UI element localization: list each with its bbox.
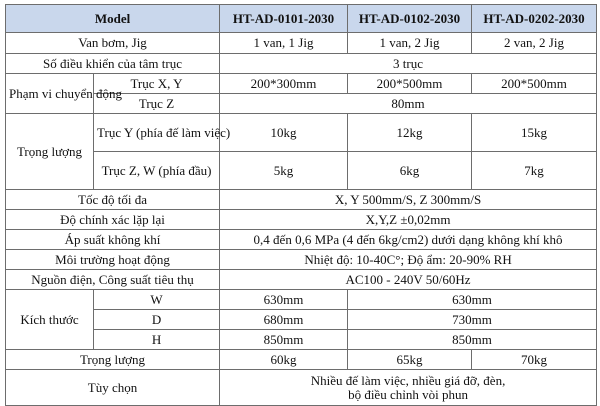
row-ap-suat bbox=[6, 230, 597, 250]
row-label-van-bom: Van bơm, Jig bbox=[6, 33, 220, 54]
row-kich-thuoc-d bbox=[6, 310, 597, 330]
model-header-2: HT-AD-0102-2030 bbox=[348, 5, 472, 33]
sub-label-d: D bbox=[94, 310, 220, 330]
row-so-dieu-khien bbox=[6, 54, 597, 74]
row-trong-luong-may bbox=[6, 350, 597, 370]
row-van-bom bbox=[6, 33, 597, 54]
sub-label-w: W bbox=[94, 290, 220, 310]
row-nguon-dien bbox=[6, 270, 597, 290]
row-kich-thuoc-h bbox=[6, 330, 597, 350]
sub-label-h: H bbox=[94, 330, 220, 350]
sub-label-truc-xy: Trục X, Y bbox=[94, 74, 220, 94]
cell-trong-luong-y-3: 15kg bbox=[472, 114, 597, 152]
row-label-kich-thuoc: Kích thước bbox=[6, 290, 94, 350]
cell-ap-suat: 0,4 đến 0,6 MPa (4 đến 6kg/cm2) dưới dạng không khí khô bbox=[220, 230, 597, 250]
cell-pham-vi-z: 80mm bbox=[220, 94, 597, 114]
cell-van-bom-3: 2 van, 2 Jig bbox=[472, 33, 597, 54]
tuy-chon-line-1: Nhiều đế làm việc, nhiều giá đỡ, đèn, bbox=[310, 372, 506, 388]
cell-kich-thuoc-d-1: 680mm bbox=[220, 310, 348, 330]
row-toc-do bbox=[6, 190, 597, 210]
row-label-trong-luong-may: Trọng lượng bbox=[6, 350, 220, 370]
row-tuy-chon bbox=[6, 370, 597, 406]
row-do-chinh-xac bbox=[6, 210, 597, 230]
cell-van-bom-1: 1 van, 1 Jig bbox=[220, 33, 348, 54]
cell-kich-thuoc-d-rest: 730mm bbox=[348, 310, 597, 330]
row-label-pham-vi: Phạm vi chuyển động bbox=[6, 74, 94, 114]
cell-van-bom-2: 1 van, 2 Jig bbox=[348, 33, 472, 54]
cell-trong-luong-may-2: 65kg bbox=[348, 350, 472, 370]
tuy-chon-line-2: bộ điều chỉnh vòi phun bbox=[348, 386, 468, 402]
row-label-ap-suat: Áp suất không khí bbox=[6, 230, 220, 250]
model-header-3: HT-AD-0202-2030 bbox=[472, 5, 597, 33]
sub-label-truc-zw: Trục Z, W (phía đầu) bbox=[94, 152, 220, 190]
row-moi-truong bbox=[6, 250, 597, 270]
cell-trong-luong-zw-1: 5kg bbox=[220, 152, 348, 190]
row-label-trong-luong-truc: Trọng lượng bbox=[6, 114, 94, 190]
row-label-toc-do: Tốc độ tối đa bbox=[6, 190, 220, 210]
cell-trong-luong-y-2: 12kg bbox=[348, 114, 472, 152]
header-row bbox=[6, 5, 597, 33]
row-label-so-dieu-khien: Số điều khiển của tâm trục bbox=[6, 54, 220, 74]
model-header-1: HT-AD-0101-2030 bbox=[220, 5, 348, 33]
row-trong-luong-zw bbox=[6, 152, 597, 190]
row-trong-luong-y bbox=[6, 114, 597, 152]
cell-pham-vi-xy-3: 200*500mm bbox=[472, 74, 597, 94]
row-label-do-chinh-xac: Độ chính xác lặp lại bbox=[6, 210, 220, 230]
cell-toc-do: X, Y 500mm/S, Z 300mm/S bbox=[220, 190, 597, 210]
row-kich-thuoc-w bbox=[6, 290, 597, 310]
spec-table bbox=[5, 4, 597, 406]
row-label-tuy-chon: Tùy chọn bbox=[6, 370, 220, 406]
cell-trong-luong-zw-2: 6kg bbox=[348, 152, 472, 190]
sub-label-truc-z: Trục Z bbox=[94, 94, 220, 114]
cell-pham-vi-xy-1: 200*300mm bbox=[220, 74, 348, 94]
cell-pham-vi-xy-2: 200*500mm bbox=[348, 74, 472, 94]
cell-tuy-chon bbox=[220, 370, 597, 406]
model-header: Model bbox=[6, 5, 220, 33]
cell-kich-thuoc-h-1: 850mm bbox=[220, 330, 348, 350]
cell-so-dieu-khien: 3 trục bbox=[220, 54, 597, 74]
cell-trong-luong-zw-3: 7kg bbox=[472, 152, 597, 190]
row-label-nguon-dien: Nguồn điện, Công suất tiêu thụ bbox=[6, 270, 220, 290]
cell-trong-luong-y-1: 10kg bbox=[220, 114, 348, 152]
cell-do-chinh-xac: X,Y,Z ±0,02mm bbox=[220, 210, 597, 230]
cell-trong-luong-may-1: 60kg bbox=[220, 350, 348, 370]
cell-kich-thuoc-h-rest: 850mm bbox=[348, 330, 597, 350]
cell-trong-luong-may-3: 70kg bbox=[472, 350, 597, 370]
sub-label-truc-y: Trục Y (phía đế làm việc) bbox=[94, 114, 220, 152]
cell-nguon-dien: AC100 - 240V 50/60Hz bbox=[220, 270, 597, 290]
cell-kich-thuoc-w-rest: 630mm bbox=[348, 290, 597, 310]
row-pham-vi-xy bbox=[6, 74, 597, 94]
cell-kich-thuoc-w-1: 630mm bbox=[220, 290, 348, 310]
cell-moi-truong: Nhiệt độ: 10-40C°; Độ ẩm: 20-90% RH bbox=[220, 250, 597, 270]
row-label-moi-truong: Môi trường hoạt động bbox=[6, 250, 220, 270]
